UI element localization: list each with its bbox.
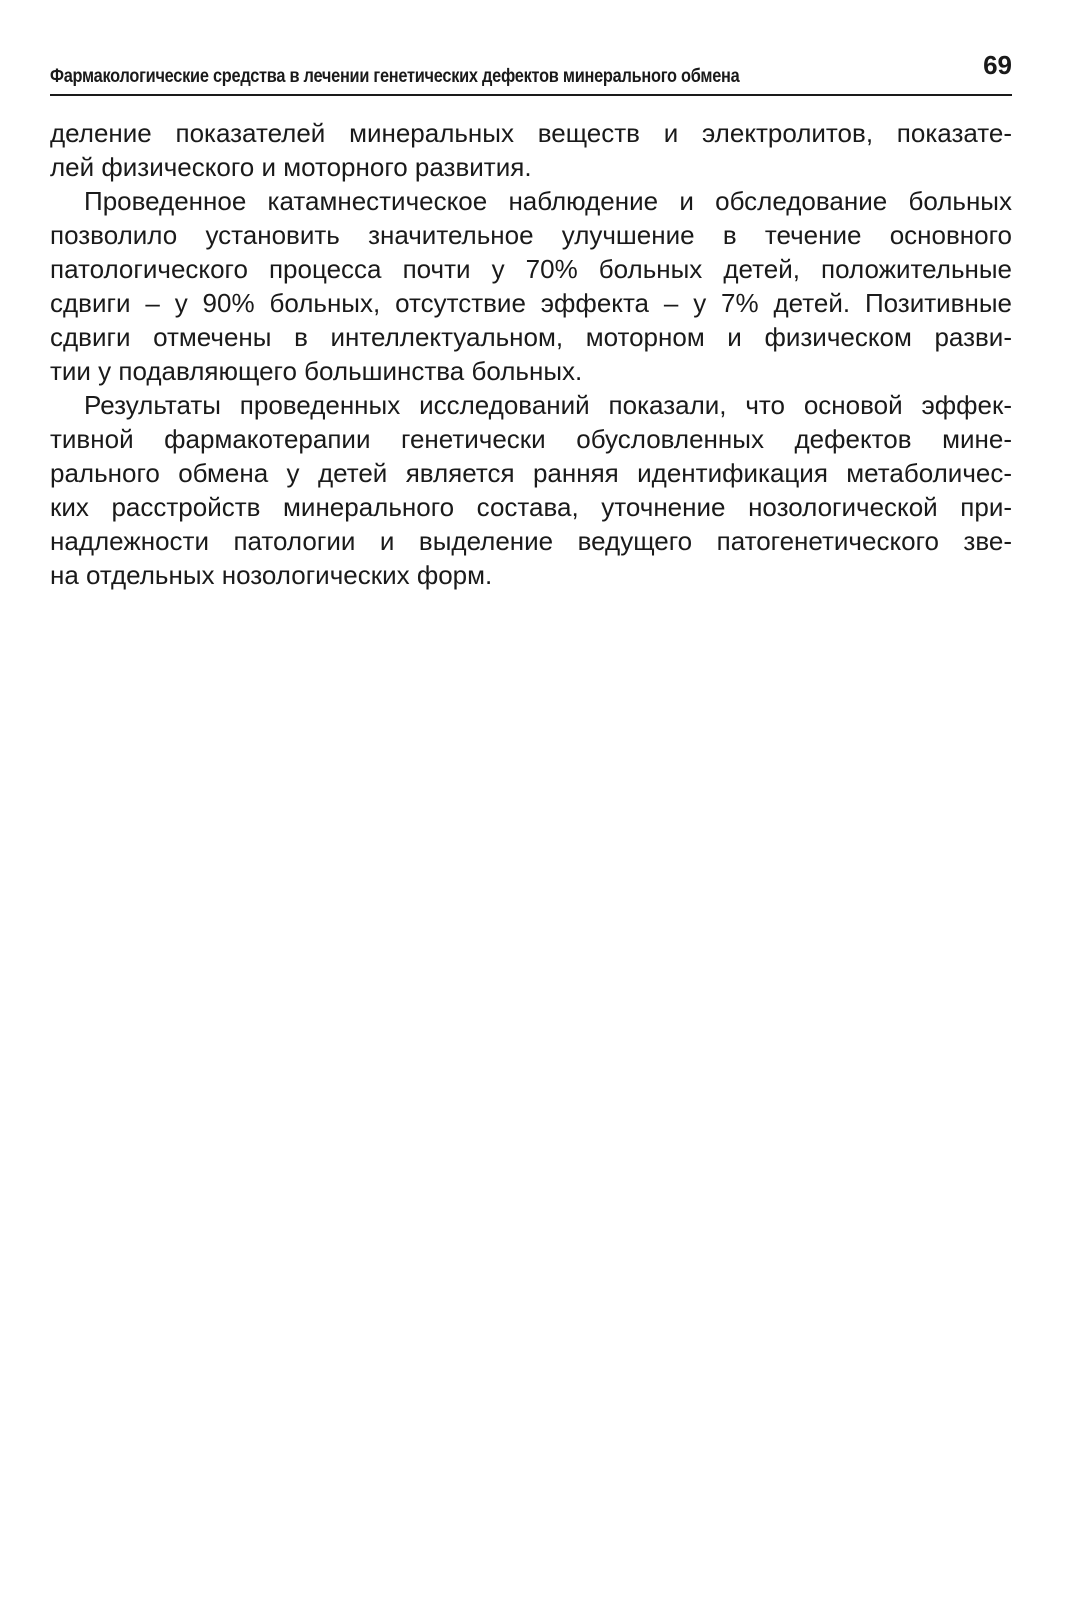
text-line: сдвиги отмечены в интеллектуальном, моторном и физическом разви- [50,322,1012,352]
text-line: патологического процесса почти у 70% больных детей, положительные [50,254,1012,284]
running-title: Фармакологические средства в лечении генетических дефектов минерального обмена [50,66,740,87]
body-text [50,116,1012,592]
text-line: рального обмена у детей является ранняя идентификация метаболичес- [50,458,1012,488]
text-line: на отдельных нозологических форм. [50,560,493,590]
paragraph-2 [50,184,1012,388]
text-line: Результаты проведенных исследований показали, что основой эффек- [84,390,1012,420]
paragraph-1 [50,116,1012,184]
text-line: тивной фармакотерапии генетически обусловленных дефектов мине- [50,424,1012,454]
text-line: ких расстройств минерального состава, уточнение нозологической при- [50,492,1012,522]
text-line: тии у подавляющего большинства больных. [50,356,583,386]
header-rule [50,94,1012,96]
text-line: Проведенное катамнестическое наблюдение и обследование больных [84,186,1012,216]
text-line: деление показателей минеральных веществ и электролитов, показате- [50,118,1012,148]
running-header [50,50,1012,94]
text-line: позволило установить значительное улучшение в течение основного [50,220,1012,250]
text-line: сдвиги – у 90% больных, отсутствие эффекта – у 7% детей. Позитивные [50,288,1012,318]
paragraph-3 [50,388,1012,592]
text-line: лей физического и моторного развития. [50,152,532,182]
text-line: надлежности патологии и выделение ведущего патогенетического зве- [50,526,1012,556]
page-number: 69 [983,50,1012,80]
